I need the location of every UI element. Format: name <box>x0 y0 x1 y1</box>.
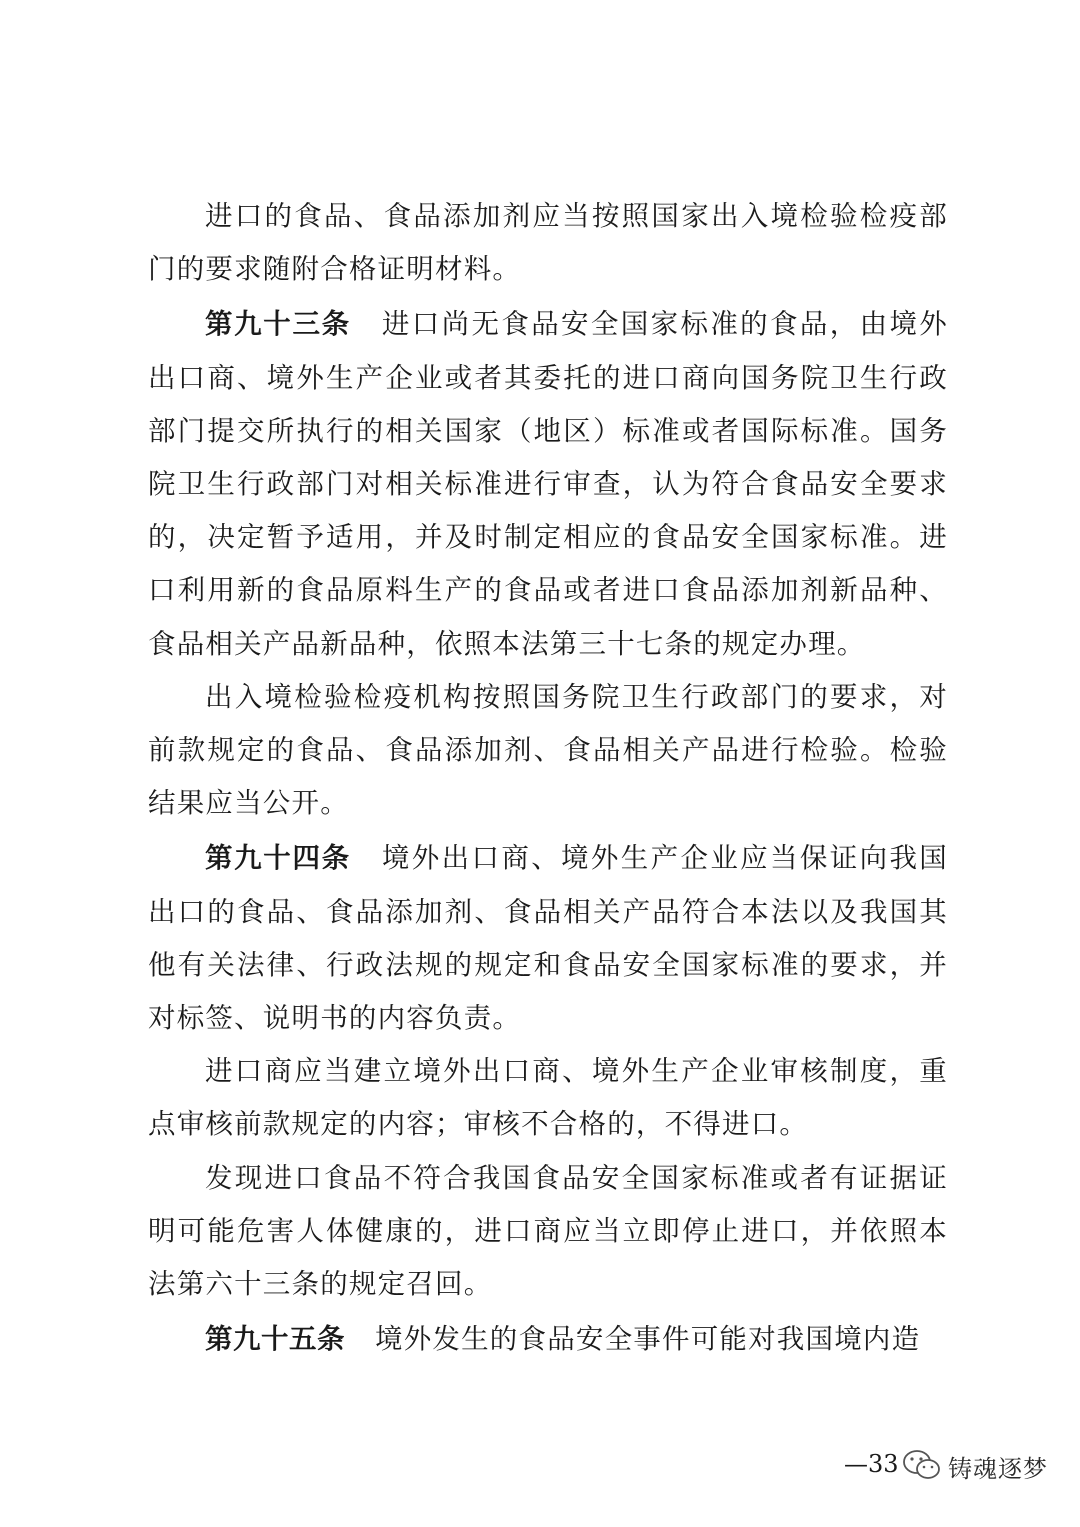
paragraph-inspection <box>148 671 948 831</box>
paragraph-text: 进口商应当建立境外出口商、境外生产企业审核制度，重点审核前款规定的内容；审核不合格的，不得进口。 <box>148 1055 948 1141</box>
paragraph-text: 发现进口食品不符合我国食品安全国家标准或者有证据证明可能危害人体健康的，进口商应当立即停止进口，并依照本法第六十三条的规定召回。 <box>148 1161 948 1301</box>
document-body <box>148 190 948 1366</box>
paragraph-audit-system <box>148 1045 948 1151</box>
article-95 <box>148 1313 948 1366</box>
article-heading: 第九十五条 <box>205 1323 345 1356</box>
article-94 <box>148 832 948 1045</box>
paragraph-text: 进口的食品、食品添加剂应当按照国家出入境检验检疫部门的要求随附合格证明材料。 <box>148 200 948 286</box>
paragraph-recall <box>148 1152 948 1312</box>
article-heading: 第九十三条 <box>205 308 351 341</box>
wechat-icon <box>902 1448 942 1482</box>
page-number: —33 <box>844 1450 899 1478</box>
article-text: 进口尚无食品安全国家标准的食品，由境外出口商、境外生产企业或者其委托的进口商向国务院卫生行政部门提交所执行的相关国家（地区）标准或者国际标准。国务院卫生行政部门对相关标准进行审查，认为符合食品安全要求的，决定暂予适用，并及时制定相应的食品安全国家标准。进口利用新的食品原料生产的食品或者进口食品添加剂新品种、食品相关产品新品种，依照本法第三十七条的规定办理。 <box>148 308 948 660</box>
page-footer <box>838 1440 1078 1500</box>
paragraph-text: 出入境检验检疫机构按照国务院卫生行政部门的要求，对前款规定的食品、食品添加剂、食品相关产品进行检验。检验结果应当公开。 <box>148 680 948 820</box>
article-text: 境外发生的食品安全事件可能对我国境内造 <box>375 1323 921 1356</box>
article-93 <box>148 298 948 670</box>
article-text: 境外出口商、境外生产企业应当保证向我国出口的食品、食品添加剂、食品相关产品符合本法以及我国其他有关法律、行政法规的规定和食品安全国家标准的要求，并对标签、说明书的内容负责。 <box>148 842 948 1035</box>
paragraph-import-certificates <box>148 190 948 296</box>
watermark-text: 铸魂逐梦 <box>948 1455 1048 1483</box>
article-heading: 第九十四条 <box>205 842 351 875</box>
